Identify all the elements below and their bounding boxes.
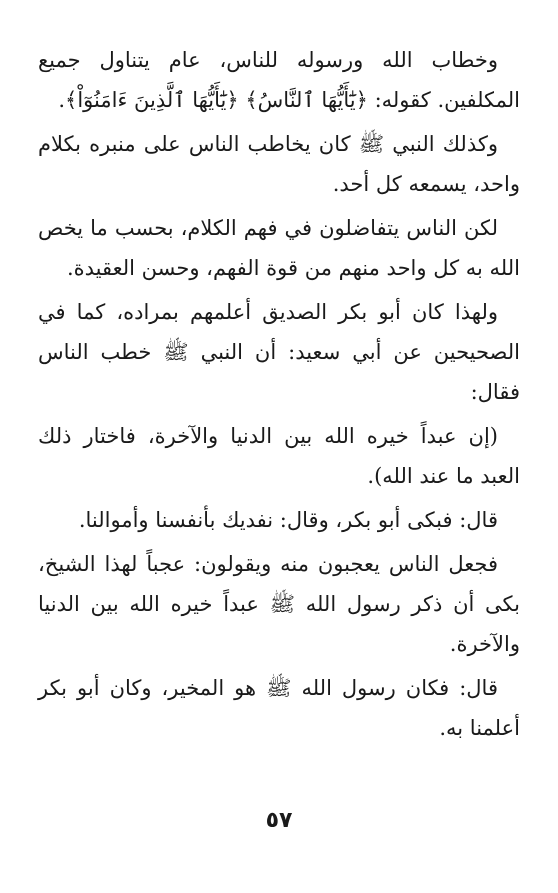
paragraph-2-text: وكذلك النبي ﷺ كان يخاطب الناس على منبره بكلام واحد، يسمعه كل أحد. (38, 132, 520, 196)
paragraph-6 (38, 500, 520, 540)
paragraph-7 (38, 544, 520, 664)
paragraph-1 (38, 40, 520, 120)
paragraph-1-text: وخطاب الله ورسوله للناس، عام يتناول جميع المكلفين. كقوله: ﴿يَٰٓأَيُّهَا ٱلنَّاسُ﴾ ﴿يَٰٓأَيُّهَا ٱلَّذِينَ ءَامَنُوٓاْ﴾. (38, 48, 520, 112)
paragraph-7-text: فجعل الناس يعجبون منه ويقولون: عجباً لهذا الشيخ، بكى أن ذكر رسول الله ﷺ عبداً خيره الله بين الدنيا والآخرة. (38, 552, 520, 656)
paragraph-5 (38, 416, 520, 496)
paragraph-8 (38, 668, 520, 748)
paragraph-3 (38, 208, 520, 288)
book-page (38, 40, 520, 833)
paragraph-4-text: ولهذا كان أبو بكر الصديق أعلمهم بمراده، كما في الصحيحين عن أبي سعيد: أن النبي ﷺ خطب الناس فقال: (38, 300, 520, 404)
paragraph-6-text: قال: فبكى أبو بكر، وقال: نفديك بأنفسنا وأموالنا. (78, 508, 498, 532)
paragraph-4 (38, 292, 520, 412)
page-number: ٥٧ (265, 808, 293, 833)
paragraph-5-text: (إن عبداً خيره الله بين الدنيا والآخرة، فاختار ذلك العبد ما عند الله). (38, 424, 520, 488)
paragraph-8-text: قال: فكان رسول الله ﷺ هو المخير، وكان أبو بكر أعلمنا به. (38, 676, 520, 740)
paragraph-3-text: لكن الناس يتفاضلون في فهم الكلام، بحسب ما يخص الله به كل واحد منهم من قوة الفهم، وحسن العقيدة. (38, 216, 520, 280)
paragraph-2 (38, 124, 520, 204)
